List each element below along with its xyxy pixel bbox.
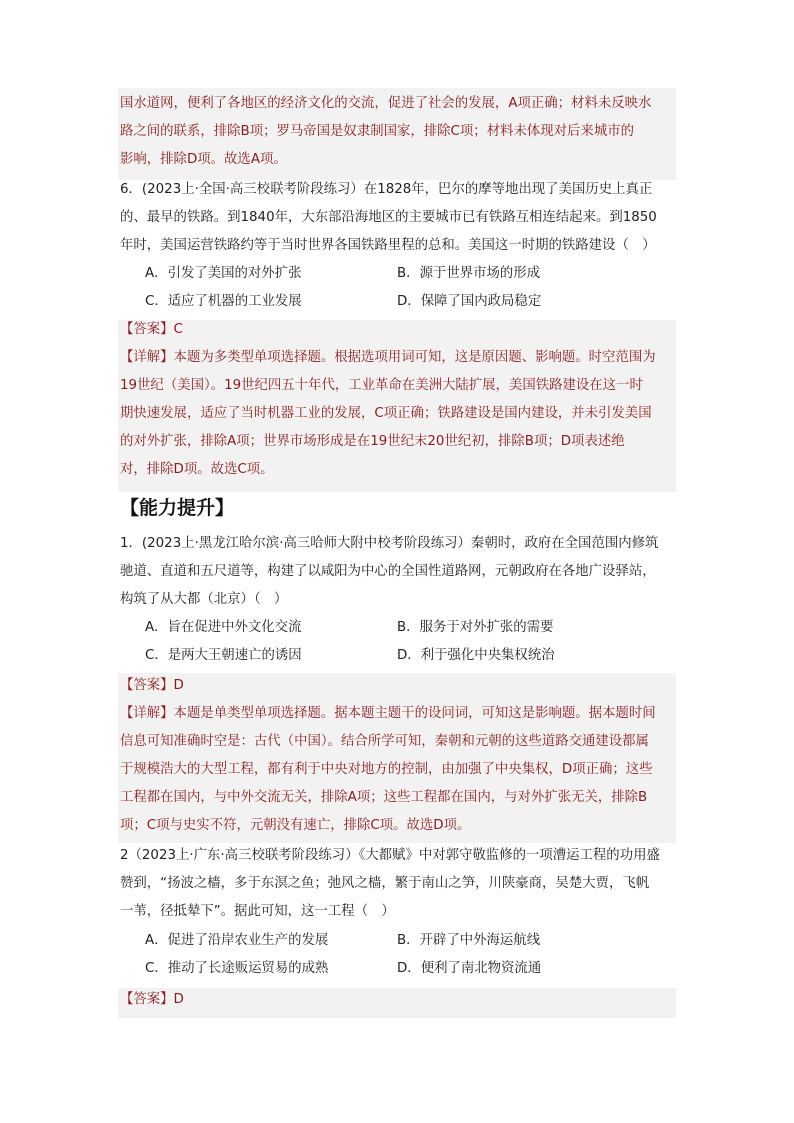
question-1-text: 驰道、直道和五尺道等，构建了以咸阳为中心的全国性道路网，元朝政府在各地广设驿站， xyxy=(120,564,656,579)
detail-line: 【详解】本题为多类型单项选择题。根据选项用词可知，这是原因题、影响题。时空范围为 xyxy=(120,350,656,365)
detail-line: 对，排除D项。故选C项。 xyxy=(120,462,274,477)
detail-line: 于规模浩大的大型工程，都有利于中央对地方的控制，由加强了中央集权，D项正确；这些 xyxy=(120,762,653,777)
option-c: C．适应了机器的工业发展 xyxy=(145,294,302,309)
detail-line: 【详解】本题是单类型单项选择题。据本题主题干的设问词，可知这是影响题。据本题时间 xyxy=(120,706,656,721)
question-1-text: 1．(2023上·黑龙江哈尔滨·高三哈师大附中校考阶段练习）秦朝时，政府在全国范围内修筑 xyxy=(120,536,659,551)
option-a: A．旨在促进中外文化交流 xyxy=(145,620,302,635)
option-d: D．保障了国内政局稳定 xyxy=(397,294,542,309)
option-b: B．源于世界市场的形成 xyxy=(397,266,541,281)
answer-label: 【答案】D xyxy=(120,678,184,693)
question-6-text: 的、最早的铁路。到1840年，大东部沿海地区的主要城市已有铁路互相连结起来。到1850 xyxy=(120,210,657,225)
answer-label: 【答案】C xyxy=(120,322,183,337)
option-d: D．利于强化中央集权统治 xyxy=(397,648,555,663)
section-heading: 【能力提升】 xyxy=(120,497,235,519)
question-2-text: 一苇，径抵辇下”。据此可知，这一工程（ ） xyxy=(120,904,395,919)
option-c: C．推动了长途贩运贸易的成熟 xyxy=(145,961,329,976)
option-a: A．促进了沿岸农业生产的发展 xyxy=(145,933,329,948)
answer-shade xyxy=(118,988,676,1018)
detail-line: 期快速发展，适应了当时机器工业的发展，C项正确；铁路建设是国内建设，并未引发美国 xyxy=(120,406,652,421)
option-b: B．开辟了中外海运航线 xyxy=(397,933,541,948)
option-a: A．引发了美国的对外扩张 xyxy=(145,266,302,281)
option-d: D．便利了南北物资流通 xyxy=(397,961,542,976)
detail-line: 19世纪（美国）。19世纪四五十年代，工业革命在美洲大陆扩展，美国铁路建设在这一时 xyxy=(120,378,643,393)
detail-line: 项；C项与史实不符，元朝没有速亡，排除C项。故选D项。 xyxy=(120,818,471,833)
option-c: C．是两大王朝速亡的诱因 xyxy=(145,648,302,663)
option-b: B．服务于对外扩张的需要 xyxy=(397,620,554,635)
explanation-line: 路之间的联系，排除B项；罗马帝国是奴隶制国家，排除C项；材料未体现对后来城市的 xyxy=(120,124,634,139)
detail-line: 信息可知准确时空是：古代（中国）。结合所学可知，秦朝和元朝的这些道路交通建设都属 xyxy=(120,734,649,749)
explanation-line: 影响，排除D项。故选A项。 xyxy=(120,152,287,167)
question-2-text: 2（2023上·广东·高三校联考阶段练习）《大都赋》中对郭守敬监修的一项漕运工程的功用盛 xyxy=(120,848,660,863)
question-1-text: 构筑了从大都（北京）（ ） xyxy=(120,592,288,607)
explanation-line: 国水道网，便利了各地区的经济文化的交流，促进了社会的发展，A项正确；材料未反映水 xyxy=(120,96,652,111)
question-2-text: 赞到，“扬波之樯，多于东溟之鱼；弛风之樯，繁于南山之笋，川陕豪商，吴楚大贾，飞帆 xyxy=(120,876,650,891)
question-6-text: 年时，美国运营铁路约等于当时世界各国铁路里程的总和。美国这一时期的铁路建设（ ） xyxy=(120,238,656,253)
answer-label: 【答案】D xyxy=(120,992,184,1007)
question-6-text: 6．(2023上·全国·高三校联考阶段练习）在1828年，巴尔的摩等地出现了美国历史上真正 xyxy=(120,182,653,197)
detail-line: 的对外扩张，排除A项；世界市场形成是在19世纪末20世纪初，排除B项；D项表述绝 xyxy=(120,434,625,449)
detail-line: 工程都在国内，与中外交流无关，排除A项；这些工程都在国内，与对外扩张无关，排除B xyxy=(120,790,648,805)
